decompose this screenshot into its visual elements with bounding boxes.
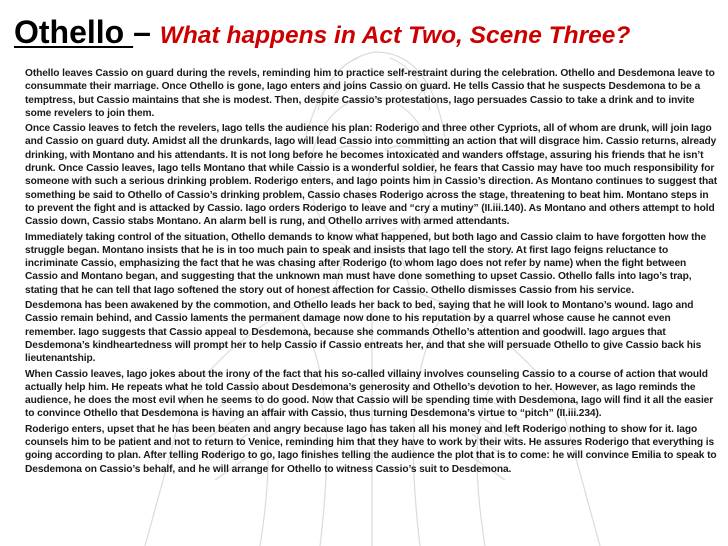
title-subtitle: What happens in Act Two, Scene Three? [159, 22, 631, 49]
title-main: Othello [14, 14, 134, 50]
paragraph: When Cassio leaves, Iago jokes about the irony of the fact that his so-called villainy involves counseling Cassio to a course of action that would actually help him. He repeats what he told Cassio about Desdemona’s generosity and Othello’s devotion to her. However, as Iago reminds the audience, he does the most evil when he seems to do good. Now that Cassio will be spending time with Desdemona, Iago will find it all the easier to convince Othello that Desdemona is having an affair with Cassio, thus turning Desdemona’s virtue to “pitch” (II.iii.234). [25, 368, 714, 420]
title-dash: – [133, 14, 160, 50]
paragraph: Roderigo enters, upset that he has been beaten and angry because Iago has taken all his money and left Roderigo nothing to show for it. Iago counsels him to be patient and not to return to Venice, reminding him that they have to work by their wits. He assures Roderigo that everything is going according to plan. After telling Roderigo to go, Iago finishes telling the audience the plot that is to come: he will convince Emilia to speak to Desdemona on Cassio’s behalf, and he will arrange for Othello to witness Cassio’s suit to Desdemona. [25, 423, 717, 475]
paragraph: Othello leaves Cassio on guard during the revels, reminding him to practice self-restraint during the celebration. Othello and Desdemona leave to consummate their marriage. Once Othello is gone, Iago enters and joins Cassio on guard. He tells Cassio that he suspects Desdemona to be a temptress, but Cassio maintains that she is modest. Then, despite Cassio’s protestations, Iago persuades Cassio to take a drink and to invite some revelers to join them. [25, 68, 715, 119]
paragraph: Desdemona has been awakened by the commotion, and Othello leads her back to bed, saying that he will look to Montano’s wound. Iago and Cassio remain behind, and Cassio laments the permanent damage now done to his reputation by a quarrel whose cause he cannot even remember. Iago suggests that Cassio appeal to Desdemona, because she commands Othello’s attention and goodwill. Iago argues that Desdemona’s kindheartedness will prompt her to help Cassio if Cassio entreats her, and that she will persuade Othello to give Cassio back his lieutenantship. [25, 300, 702, 365]
paragraph: Once Cassio leaves to fetch the revelers, Iago tells the audience his plan: Roderigo and three other Cypriots, all of whom are drunk, will join Iago and Cassio on guard duty. Amidst all the drunkards, Iago will lead Cassio into committing an action that will disgrace him. Cassio returns, already drinking, with Montano and his attendants. It is not long before he becomes intoxicated and wanders offstage, assuring his friends that he isn’t drunk. Once Cassio leaves, Iago tells Montano that while Cassio is a wonderful soldier, he fears that Cassio may have too much responsibility for someone with such a serious drinking problem. Roderigo enters, and Iago points him in Cassio’s direction. As Montano continues to suggest that something be said to Othello of Cassio’s drinking problem, Cassio chases Roderigo across the stage, threatening to beat him. Montano steps in to prevent the fight and is attacked by Cassio. Iago orders Roderigo to leave and “cry a mutiny” (II.iii.140). As Montano and others attempt to hold Cassio down, Cassio stabs Montano. An alarm bell is rung, and Othello arrives with armed attendants. [25, 123, 718, 228]
slide-title [14, 12, 726, 56]
paragraph: Immediately taking control of the situation, Othello demands to know what happened, but both Iago and Cassio claim to have forgotten how the struggle began. Montano insists that he is in too much pain to speak and insists that Iago tell the story. At first Iago feigns reluctance to incriminate Cassio, emphasizing the fact that he was chasing after Roderigo (to whom Iago does not refer by name) when the fight between Cassio and Montano began, and suggesting that the unknown man must have done something to upset Cassio. Othello falls into Iago’s trap, stating that he can tell that Iago softened the story out of honest affection for Cassio. Othello dismisses Cassio from his service. [25, 231, 707, 296]
slide-body [25, 67, 720, 478]
